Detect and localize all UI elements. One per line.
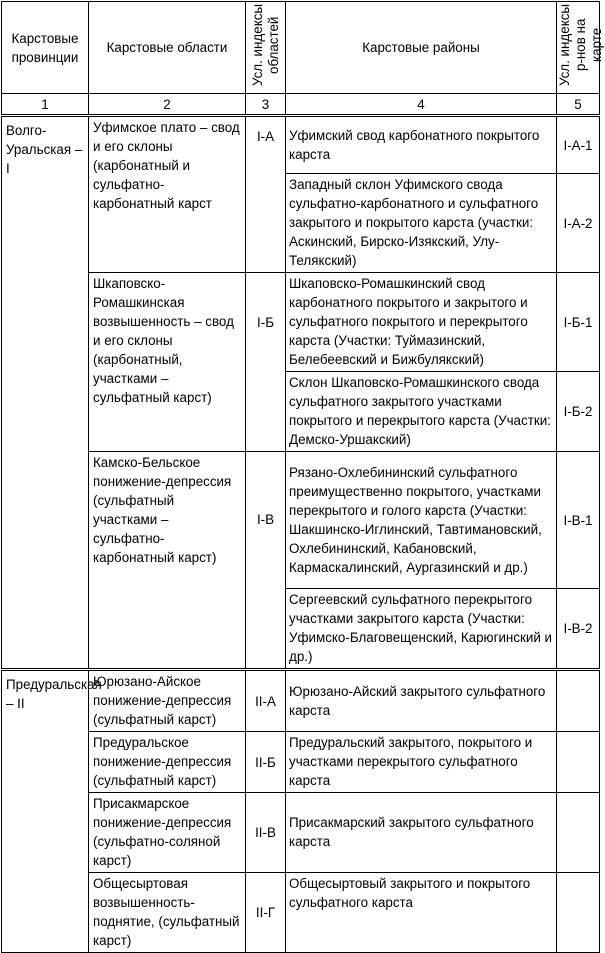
table-row xyxy=(2,273,600,372)
table-row xyxy=(2,873,600,953)
district-cell: Шкаповско-Ромашкинский свод карбонатного покрытого и закрытого и сульфатного покрытого и перекрытого карста (Участки: Туймазинский, Белебеевский и Бижбулякский) xyxy=(286,273,557,372)
district-cell: Юрюзано-Айский закрытого сульфатного карста xyxy=(286,670,557,732)
header-areas: Карстовые области xyxy=(89,2,246,94)
area-cell: Камско-Бельское понижение-депрессия (сульфатный участками – сульфатно-карбонатный карст) xyxy=(89,452,246,670)
district-cell: Рязано-Охлебининский сульфатного преимущественно покрытого, участками перекрытого и голого карста (Участки: Шакшинско-Иглинский, Тавтимановский, Охлебининский, Кабановский, Кармаскалинский, Аургазинский и др.) xyxy=(286,452,557,589)
header-area-index: Усл. индексы областей xyxy=(249,3,281,87)
district-index: I-А-1 xyxy=(557,116,600,174)
district-cell: Западный склон Уфимского свода сульфатно-карбонатного и сульфатного закрытого и покрытого карста (участки: Аскинский, Бирско-Изякский, Улу-Телякский) xyxy=(286,174,557,273)
area-index: II-А xyxy=(246,670,286,732)
province-cell: Волго-Уральская – I xyxy=(2,116,89,670)
area-index: II-В xyxy=(246,793,286,873)
district-index xyxy=(557,732,600,793)
table-row xyxy=(2,793,600,873)
area-cell: Общесыртовая возвышенность-поднятие, (сульфатный карст) xyxy=(89,873,246,953)
column-number: 4 xyxy=(286,94,557,116)
district-index: I-А-2 xyxy=(557,174,600,273)
karst-table xyxy=(1,1,604,953)
column-number: 3 xyxy=(246,94,286,116)
district-cell: Присакмарский закрытого сульфатного карста xyxy=(286,793,557,873)
district-cell: Общесыртовый закрытого и покрытого сульфатного карста xyxy=(286,873,557,953)
table-row xyxy=(2,670,600,732)
header-districts: Карстовые районы xyxy=(286,2,557,94)
district-index xyxy=(557,670,600,732)
area-index: I-Б xyxy=(246,273,286,452)
district-cell: Склон Шкаповско-Ромашкинского свода сульфатного закрытого участками покрытого и перекрытого карста (Участки: Демско-Уршакский) xyxy=(286,372,557,452)
area-cell: Шкаповско-Ромашкинская возвышенность – свод и его склоны (карбонатный, участками – сульфатный карст) xyxy=(89,273,246,452)
header-provinces: Карстовые провинции xyxy=(2,2,89,94)
district-cell: Уфимский свод карбонатного покрытого карста xyxy=(286,116,557,174)
district-cell: Сергеевский сульфатного перекрытого участками закрытого карста (Участки: Уфимско-Благовещенский, Карюгинский и др.) xyxy=(286,589,557,670)
district-index: I-В-1 xyxy=(557,452,600,589)
area-cell: Предуральское понижение-депрессия (сульфатный карст) xyxy=(89,732,246,793)
column-number: 5 xyxy=(557,94,600,116)
district-index: I-Б-2 xyxy=(557,372,600,452)
area-cell: Юрюзано-Айское понижение-депрессия (сульфатный карст) xyxy=(89,670,246,732)
area-cell: Присакмарское понижение-депрессия (сульфатно-соляной карст) xyxy=(89,793,246,873)
area-index: I-А xyxy=(246,116,286,273)
header-row xyxy=(2,2,600,94)
area-cell: Уфимское плато – свод и его склоны (карбонатный и сульфатно-карбонатный карст xyxy=(89,116,246,273)
table-row xyxy=(2,116,600,174)
table-row xyxy=(2,732,600,793)
area-index: I-В xyxy=(246,452,286,670)
district-index: I-Б-1 xyxy=(557,273,600,372)
header-district-index: Усл. индексы р-нов на карте xyxy=(557,3,604,87)
column-number: 2 xyxy=(89,94,246,116)
column-number: 1 xyxy=(2,94,89,116)
header-area-index-cell xyxy=(246,2,286,94)
district-index xyxy=(557,793,600,873)
district-index: I-В-2 xyxy=(557,589,600,670)
area-index: II-Б xyxy=(246,732,286,793)
header-district-index-cell xyxy=(557,2,604,94)
table-row xyxy=(2,452,600,589)
district-index xyxy=(557,873,600,953)
area-index: II-Г xyxy=(246,873,286,953)
province-cell: Предуральская – II xyxy=(2,670,89,953)
column-number-row xyxy=(2,94,600,116)
district-cell: Предуральский закрытого, покрытого и участками перекрытого сульфатного карста xyxy=(286,732,557,793)
